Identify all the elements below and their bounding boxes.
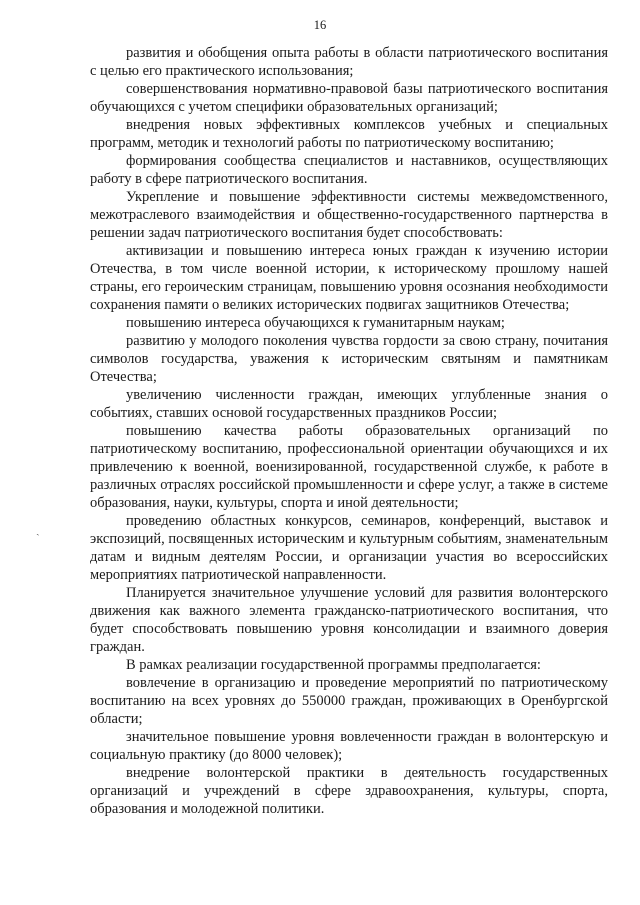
paragraph: внедрение волонтерской практики в деятельность государственных организаций и учреждений в сфере здравоохранения, культуры, спорта, образования и молодежной политики. (90, 765, 608, 817)
paragraph: Укрепление и повышение эффективности системы межведомственного, межотраслевого взаимодействия и общественно-государственного партнерства в решении задач патриотического воспитания будет способствовать: (90, 189, 608, 241)
paragraph: развитию у молодого поколения чувства гордости за свою страну, почитания символов государства, уважения к историческим святыням и памятникам Отечества; (90, 333, 608, 385)
paragraph: развития и обобщения опыта работы в области патриотического воспитания с целью его практического использования; (90, 45, 608, 79)
paragraph: повышению качества работы образовательных организаций по патриотическому воспитанию, профессиональной ориентации обучающихся и их привлечению к военной, военизированной, государственной службе, к работе в различных отраслях российской промышленности и сфере услуг, а также в системе образования, науки, культуры, спорта и иной деятельности; (90, 423, 608, 511)
paragraph: вовлечение в организацию и проведение мероприятий по патриотическому воспитанию на всех уровнях до 550000 граждан, проживающих в Оренбургской области; (90, 675, 608, 727)
paragraph: В рамках реализации государственной программы предполагается: (126, 657, 541, 673)
paragraph: внедрения новых эффективных комплексов учебных и специальных программ, методик и технологий работы по патриотическому воспитанию; (90, 117, 608, 151)
paragraph: совершенствования нормативно-правовой базы патриотического воспитания обучающихся с учетом специфики образовательных организаций; (90, 81, 608, 115)
paragraph: активизации и повышению интереса юных граждан к изучению истории Отечества, в том числе военной истории, к историческому прошлому нашей страны, его героическим страницам, повышению уровня осознания необходимости сохранения памяти о великих исторических подвигах защитников Отечества; (90, 243, 608, 313)
paragraph: Планируется значительное улучшение условий для развития волонтерского движения как важного элемента гражданско-патриотического воспитания, что будет способствовать повышению уровня консолидации и взаимного доверия граждан. (90, 585, 608, 655)
document-body (90, 44, 608, 818)
paragraph: проведению областных конкурсов, семинаров, конференций, выставок и экспозиций, посвященных историческим и культурным событиям, знаменательным датам и видным деятелям России, и организации участия во всероссийских мероприятиях патриотической направленности. (90, 513, 608, 583)
page-number: 16 (313, 18, 327, 32)
paragraph: значительное повышение уровня вовлеченности граждан в волонтерскую и социальную практику (до 8000 человек); (90, 729, 608, 763)
paragraph: формирования сообщества специалистов и наставников, осуществляющих работу в сфере патриотического воспитания. (90, 153, 608, 187)
paragraph: увеличению численности граждан, имеющих углубленные знания о событиях, ставших основой государственных праздников России; (90, 387, 608, 421)
margin-mark: ˏ (36, 524, 40, 536)
paragraph: повышению интереса обучающихся к гуманитарным наукам; (126, 315, 505, 331)
